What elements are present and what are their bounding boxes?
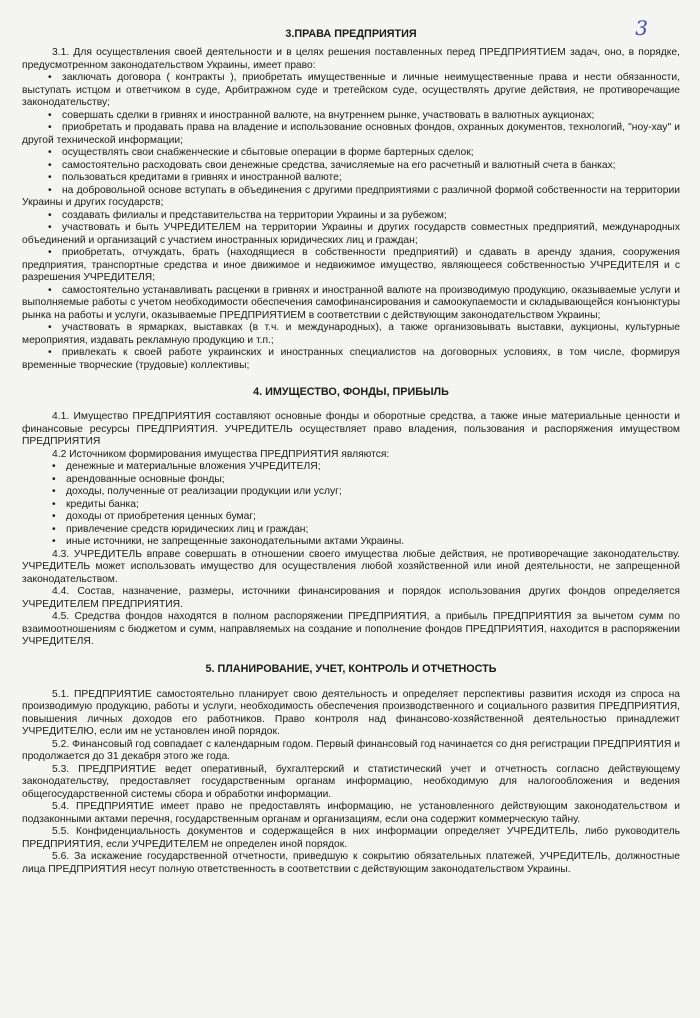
bullet-icon: • [48, 347, 52, 358]
list-item: • самостоятельно устанавливать расценки в гривнях и иностранной валюте на производимую продукцию, оказываемые услуги и выполняемые работы с учетом необходимости обеспечения самофинансирования и самоокупаемости и складывающейся конъюнктуры рынка на работы и услуги, оказываемые ПРЕДПРИЯТИЕМ в соответствии с действующим законодательством Украины; [22, 284, 680, 321]
clause-5-5: 5.5. Конфиденциальность документов и содержащейся в них информации определяет УЧРЕДИТЕЛЬ, либо руководитель ПРЕДПРИЯТИЯ, если УЧРЕДИТЕЛЕМ не определен иной порядок. [22, 826, 680, 850]
clause-4-1: 4.1. Имущество ПРЕДПРИЯТИЯ составляют основные фонды и оборотные средства, а также иные материальные ценности и финансовые ресурсы ПРЕДПРИЯТИЯ. УЧРЕДИТЕЛЬ осуществляет право владения, пользования и распоряжения имуществом ПРЕДПРИЯТИЯ [22, 411, 680, 447]
bullet-icon: • [52, 473, 56, 485]
list-item: • осуществлять свои снабженческие и сбытовые операции в форме бартерных сделок; [48, 147, 474, 158]
list-item: • иные источники, не запрещенные законодательными актами Украины. [52, 536, 405, 547]
clause-5-2: 5.2. Финансовый год совпадает с календарным годом. Первый финансовый год начинается со дня регистрации ПРЕДПРИЯТИЯ и продолжается до 31 декабря этого же года. [22, 738, 680, 762]
clause-4-3: 4.3. УЧРЕДИТЕЛЬ вправе совершать в отношении своего имущества любые действия, не противоречащие законодательству. УЧРЕДИТЕЛЬ может использовать имущество для осуществления любой хозяйственной или иной деятельности, не запрещенной законодательством. [22, 548, 680, 585]
list-item: • привлечение средств юридических лиц и граждан; [52, 523, 309, 535]
list-item: • кредиты банка; [52, 498, 139, 510]
bullet-icon: • [48, 109, 52, 121]
handwritten-page-number: 3 [635, 16, 648, 40]
clause-5-1: 5.1. ПРЕДПРИЯТИЕ самостоятельно планирует свою деятельность и определяет перспективы развития исходя из спроса на производимую продукцию, работы и услуги, необходимость обеспечения производственного и социального развития ПРЕДПРИЯТИЯ, повышения личных доходов его работников. Право контроля над финансово-хозяйственной деятельностью принадлежит УЧРЕДИТЕЛЮ, если им не установлен иной порядок. [22, 688, 680, 737]
bullet-icon: • [48, 222, 52, 233]
list-item: • совершать сделки в гривнях и иностранной валюте, на внутреннем рынке, участвовать в валютных аукционах; [48, 109, 595, 121]
list-item: • привлекать к своей работе украинских и иностранных специалистов на договорных условиях, в том числе, формируя временные творческие (трудовые) коллективы; [22, 347, 680, 371]
list-item: • приобретать и продавать права на владение и использование основных фондов, охранных документов, технологий, "ноу-хау" и другой технической информации; [22, 122, 680, 146]
list-item: • пользоваться кредитами в гривнях и иностранной валюте; [48, 172, 342, 183]
bullet-icon: • [52, 511, 56, 522]
list-item: • на добровольной основе вступать в объединения с другими предприятиями с различной формой собственности на территории Украины и других государств; [22, 184, 680, 208]
section-3-title: 3.ПРАВА ПРЕДПРИЯТИЯ [285, 28, 417, 40]
clause-4-4: 4.4. Состав, назначение, размеры, источники финансирования и порядок использования других фондов определяется УЧРЕДИТЕЛЕМ ПРЕДПРИЯТИЯ. [22, 586, 680, 610]
section-4-sources-list [22, 461, 680, 549]
clause-4-5: 4.5. Средства фондов находятся в полном распоряжении ПРЕДПРИЯТИЯ, а прибыль ПРЕДПРИЯТИЯ за вычетом сумм по взаимоотношениям с бюджетом и сумм, направляемых на создание и пополнение фондов ПРЕДПРИЯТИЯ, находится в распоряжении УЧРЕДИТЕЛЯ. [22, 611, 680, 647]
list-item: • участвовать в ярмарках, выставках (в т.ч. и международных), а также организовывать выставки, аукционы, культурные мероприятия, издавать рекламную продукцию и т.п.; [22, 322, 680, 346]
bullet-icon: • [48, 209, 52, 221]
section-4-title: 4. ИМУЩЕСТВО, ФОНДЫ, ПРИБЫЛЬ [253, 386, 449, 398]
bullet-icon: • [48, 247, 52, 258]
clause-4-2: 4.2 Источником формирования имущества ПРЕДПРИЯТИЯ являются: [52, 448, 390, 460]
list-item: • участвовать и быть УЧРЕДИТЕЛЕМ на территории Украины и других государств совместных предприятий, международных объединений и организаций с участием иностранных юридических лиц и граждан; [22, 222, 680, 246]
list-item: • арендованные основные фонды; [52, 473, 225, 485]
bullet-icon: • [48, 122, 52, 133]
list-item: • создавать филиалы и представительства на территории Украины и за рубежом; [48, 209, 447, 221]
list-item: • доходы, полученные от реализации продукции или услуг; [52, 486, 342, 497]
bullet-icon: • [52, 523, 56, 535]
bullet-icon: • [48, 72, 52, 83]
section-3-intro: 3.1. Для осуществления своей деятельности и в целях решения поставленных перед ПРЕДПРИЯТИЕМ задач, оно, в порядке, предусмотренном законодательством Украины, имеет право: [22, 47, 680, 71]
clause-5-3: 5.3. ПРЕДПРИЯТИЕ ведет оперативный, бухгалтерский и статистический учет и отчетность согласно действующему законодательству, предоставляет государственным органам информацию, необходимую для налогообложения и ведения общегосударственной системы сбора и обработки информации. [22, 763, 680, 800]
bullet-icon: • [52, 536, 56, 547]
list-item: • денежные и материальные вложения УЧРЕДИТЕЛЯ; [52, 461, 321, 472]
clause-5-6: 5.6. За искажение государственной отчетности, приведшую к сокрытию обязательных платежей, УЧРЕДИТЕЛЬ, должностные лица ПРЕДПРИЯТИЯ несут полную ответственность в соответствии с действующим законодательством Украины. [22, 851, 680, 875]
section-5-title: 5. ПЛАНИРОВАНИЕ, УЧЕТ, КОНТРОЛЬ И ОТЧЕТНОСТЬ [205, 662, 497, 675]
bullet-icon: • [48, 172, 52, 183]
section-3-rights-list [22, 72, 680, 372]
bullet-icon: • [52, 498, 56, 510]
bullet-icon: • [48, 184, 52, 196]
list-item: • заключать договора ( контракты ), приобретать имущественные и личные неимущественные права и нести обязанности, выступать истцом и ответчиком в суде, Арбитражном суде и третейском суде, осуществлять другие действия, не противоречащие законодательству; [22, 72, 680, 108]
list-item: • самостоятельно расходовать свои денежные средства, зачисляемые на его расчетный и валютный счета в банках; [48, 159, 616, 171]
list-item: • доходы от приобретения ценных бумаг; [52, 511, 256, 522]
bullet-icon: • [48, 147, 52, 158]
bullet-icon: • [48, 284, 52, 296]
clause-5-4: 5.4. ПРЕДПРИЯТИЕ имеет право не предоставлять информацию, не установленного действующим законодательством и подзаконными актами перечня, государственным органам и организациям, если она содержит коммерческую тайну. [22, 801, 680, 825]
bullet-icon: • [48, 159, 52, 171]
bullet-icon: • [52, 461, 56, 472]
bullet-icon: • [48, 322, 52, 333]
list-item: • приобретать, отчуждать, брать (находящиеся в собственности предприятий) и сдавать в аренду здания, сооружения предприятия, транспортные средства и иное движимое и недвижимое имущество, являющееся собственностью УЧРЕДИТЕЛЯ и с разрешения УЧРЕДИТЕЛЯ; [22, 247, 680, 283]
bullet-icon: • [52, 486, 56, 497]
